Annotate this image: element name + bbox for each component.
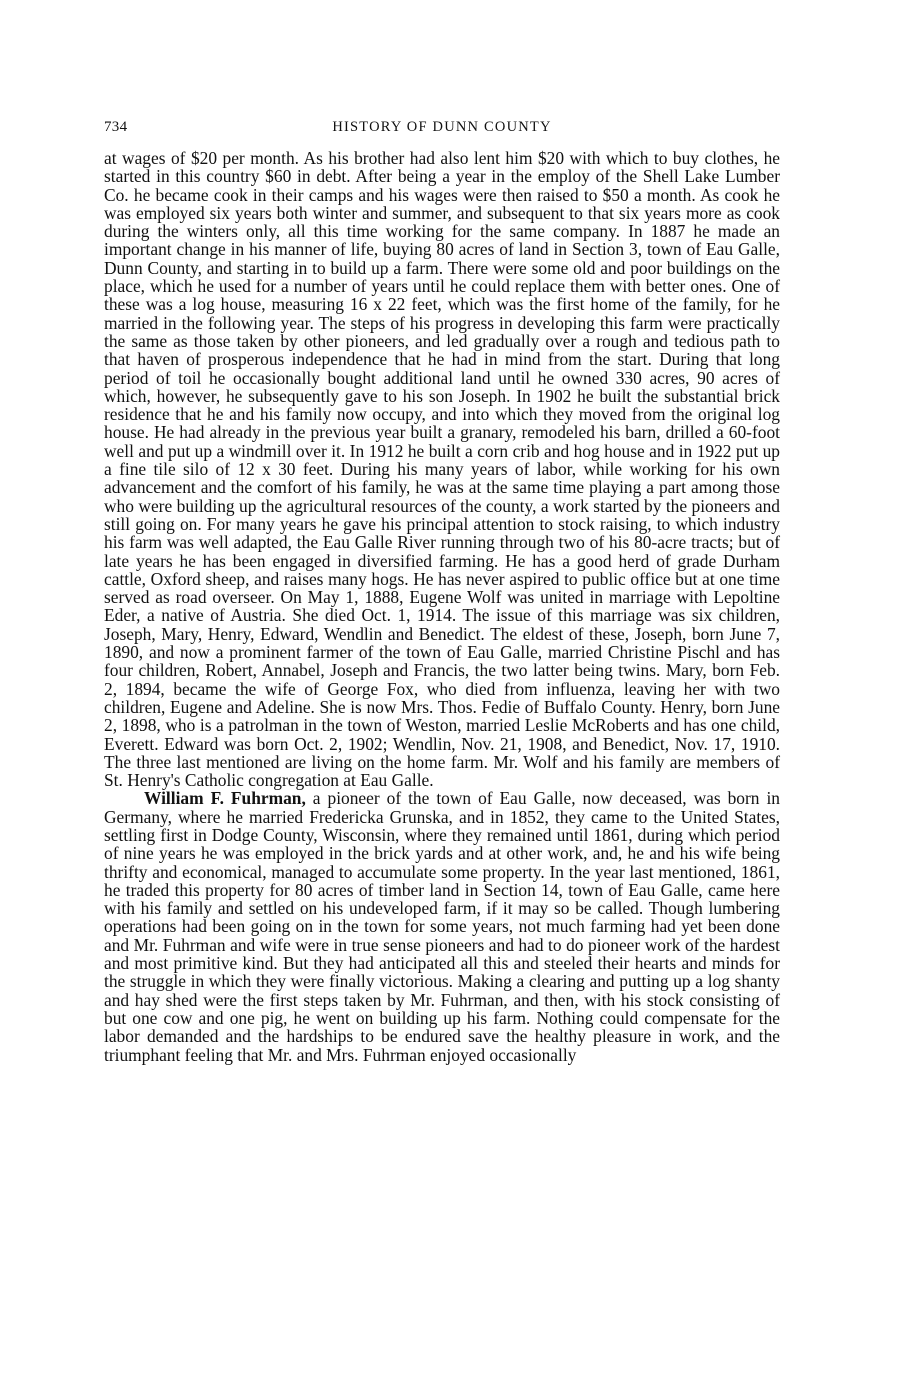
- paragraph-text: at wages of $20 per month. As his brother had also lent him $20 with which to buy clothes, he started in this country $60 in debt. After being a year in the employ of the Shell Lake Lumber Co. he became cook in their camps and his wages were then raised to $50 a month. As cook he was employed six years both winter and summer, and subsequent to that six years more as cook during the winters only, all this time working for the same company. In 1887 he made an important change in his manner of life, buying 80 acres of land in Section 3, town of Eau Galle, Dunn County, and starting in to build up a farm. There were some old and poor buildings on the place, which he used for a number of years until he could replace them with better ones. One of these was a log house, measuring 16 x 22 feet, which was the first home of the family, for he married in the following year. The steps of his progress in developing this farm were practically the same as those taken by other pioneers, and led gradually over a rough and tedious path to that haven of prosperous independence that he had in mind from the start. During that long period of toil he occasionally bought additional land until he owned 330 acres, 90 acres of which, however, he subsequently gave to his son Joseph. In 1902 he built the substantial brick residence that he and his family now occupy, and into which they moved from the original log house. He had already in the previous year built a granary, remodeled his barn, drilled a 60-foot well and put up a windmill over it. In 1912 he built a corn crib and hog house and in 1922 put up a fine tile silo of 12 x 30 feet. During his many years of labor, while working for his own advancement and the comfort of his family, he was at the same time playing a part among those who were building up the agricultural resources of the county, a work started by the pioneers and still going on. For many years he gave his principal attention to stock raising, to which industry his farm was well adapted, the Eau Galle River running through two of his 80-acre tracts; but of late years he has been engaged in diversified farming. He has a good herd of grade Durham cattle, Oxford sheep, and raises many hogs. He has never aspired to public office but at one time served as road overseer. On May 1, 1888, Eugene Wolf was united in marriage with Lepoltine Eder, a native of Austria. She died Oct. 1, 1914. The issue of this marriage was six children, Joseph, Mary, Henry, Edward, Wendlin and Benedict. The eldest of these, Joseph, born June 7, 1890, and now a prominent farmer of the town of Eau Galle, married Christine Pischl and has four children, Robert, Annabel, Joseph and Francis, the two latter being twins. Mary, born Feb. 2, 1894, became the wife of George Fox, who died from influenza, leaving her with two children, Eugene and Adeline. She is now Mrs. Thos. Fedie of Buffalo County. Henry, born June 2, 1898, who is a patrolman in the town of Weston, married Leslie McRoberts and has one child, Everett. Edward was born Oct. 2, 1902; Wendlin, Nov. 21, 1908, and Benedict, Nov. 17, 1910. The three last mentioned are living on the home farm. Mr. Wolf and his family are members of St. Henry's Catholic congregation at Eau Galle.: [104, 148, 780, 791]
- running-title: HISTORY OF DUNN COUNTY: [332, 119, 552, 135]
- body-text: [104, 149, 780, 1064]
- biography-name: William F. Fuhrman,: [144, 788, 306, 809]
- paragraph-text: a pioneer of the town of Eau Galle, now deceased, was born in Germany, where he married Fredericka Grunska, and in 1852, they came to the United States, settling first in Dodge County, Wisconsin, where they remained until 1861, during which period of nine years he was employed in the brick yards and at other work, and, he and his wife being thrifty and economical, managed to accumulate some property. In the year last mentioned, 1861, he traded this property for 80 acres of timber land in Section 14, town of Eau Galle, came here with his family and settled on his undeveloped farm, if it may so be called. Though lumbering operations had been going on in the town for some years, not much farming had yet been done and Mr. Fuhrman and wife were in true sense pioneers and had to do pioneer work of the hardest and most primitive kind. But they had anticipated all this and steeled their hearts and minds for the struggle in which they were finally victorious. Making a clearing and putting up a log shanty and hay shed were the first steps taken by Mr. Fuhrman, and then, with his stock consisting of but one cow and one pig, he went on building up his farm. Nothing could compensate for the labor demanded and the hardships to be endured save the healthy pleasure in work, and the triumphant feeling that Mr. and Mrs. Fuhrman enjoyed occasionally: [104, 788, 780, 1065]
- paragraph-fuhrman-biography: [104, 789, 780, 1063]
- paragraph-wolf-continued: [104, 149, 780, 789]
- page-number: 734: [104, 119, 128, 135]
- page-header: [104, 119, 780, 141]
